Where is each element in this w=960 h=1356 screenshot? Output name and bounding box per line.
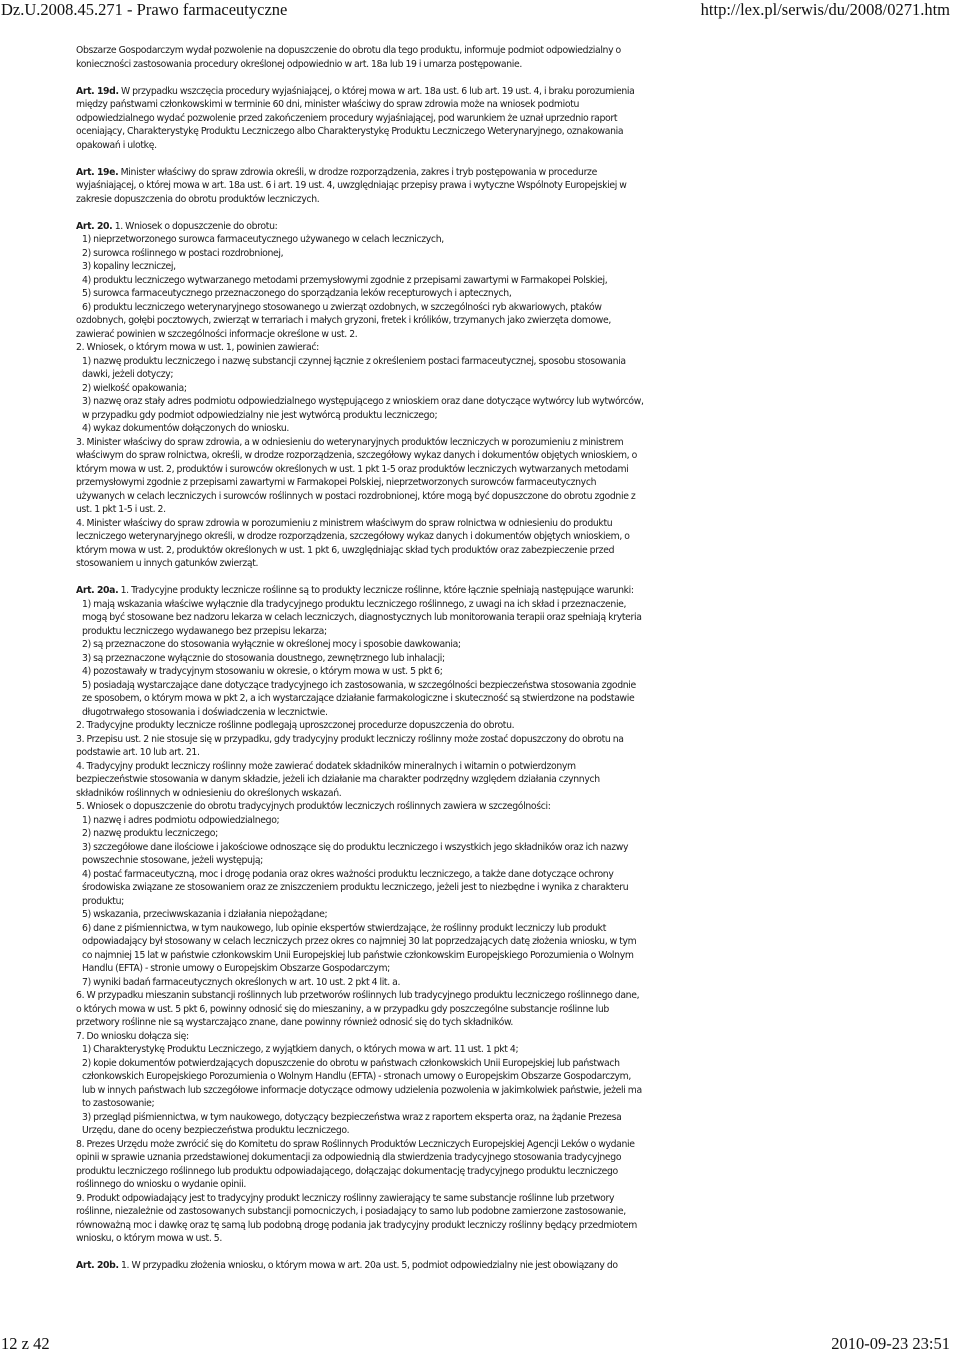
section-text: 8. Prezes Urzędu może zwrócić się do Komitetu do spraw Roślinnych Produktów Leczniczych Europejskiej Agencji Leków o wydanie opinii w sprawie uznania przedstawionej dokumentacji za odpowiednią dla stwierdzenia tradycyjnego stosowania tradycyjnego produktu leczniczego roślinnego lub produktu odpowiadającego, dołączając dokumentację tradycyjnego produktu leczniczego roślinnego do wniosku o wydanie opinii. [76,1138,635,1190]
list-item: 5) surowca farmaceutycznego przeznaczonego do sporządzania leków recepturowych i aptecznych, [82,288,512,299]
article-label: Art. 20. [76,220,113,232]
list-item: 1) Charakterystykę Produktu Leczniczego, z wyjątkiem danych, o których mowa w art. 11 ust. 1 pkt 4; [82,1044,519,1055]
list-continuation: ozdobnych, gołębi pocztowych, zwierząt w terrariach i małych gryzoni, fretek i królików, trzymanych jako zwierzęta domowe, zawierać powinien w szczególności informacje określone w ust. 2. [76,315,612,340]
list-item: 4) postać farmaceutyczną, moc i drogę podania oraz okres ważności produktu leczniczego, a także dane dotyczące ochrony środowiska związane ze stosowaniem oraz ze zniszczeniem produktu leczniczego, jeżeli jest to niezbędne i wynika z charakteru produktu; [82,868,629,907]
list-item: 3) nazwę oraz stały adres podmiotu odpowiedzialnego występującego z wnioskiem oraz dane dotyczące wytwórcy lub wytwórców, w przypadku gdy podmiot odpowiedzialny nie jest wytwórcą produktu leczniczego; [82,396,644,421]
list-item: 2) surowca roślinnego w postaci rozdrobnionej, [82,247,284,259]
list-item: 2) kopie dokumentów potwierdzających dopuszczenie do obrotu w państwach członkowskich Unii Europejskiej lub państwach członkowskich Europejskiego Porozumienia o Wolnym Handlu (EFTA) - stronach umowy o Europejskim Obszarze Gospodarczym, lub w innych państwach lub szczegółowe informacje dotyczące odmowy udzielenia pozwolenia w jakimkolwiek państwie, jeżeli ma to zastosowanie; [82,1057,642,1109]
section-text: 7. Do wniosku dołącza się: [76,1030,189,1042]
list-item: 7) wyniki badań farmaceutycznych określonych w art. 10 ust. 2 pkt 4 lit. a. [82,976,401,988]
list-item: 5) wskazania, przeciwwskazania i działania niepożądane; [82,909,328,920]
list-item: 3) szczegółowe dane ilościowe i jakościowe odnoszące się do produktu leczniczego i wszystkich jego składników oraz ich nazwy powszechnie stosowane, jeżeli występują; [82,841,629,866]
section-text: 5. Wniosek o dopuszczenie do obrotu tradycyjnych produktów leczniczych roślinnych zawiera w szczególności: [76,801,551,812]
article-label: Art. 20a. [76,585,119,596]
list-item: 4) pozostawały w tradycyjnym stosowaniu w okresie, o którym mowa w ust. 5 pkt 6; [82,666,443,677]
article-19d [76,85,646,153]
header-document-title: Dz.U.2008.45.271 - Prawo farmaceutyczne [1,0,288,19]
list-item: 6) dane z piśmiennictwa, w tym naukowego, lub opinie ekspertów stwierdzające, że roślinny produkt leczniczy lub produkt odpowiadający był stosowany w celach leczniczych przez okres co najmniej 30 lat poprzedzających datę złożenia wniosku, w tym co najmniej 15 lat w państwie członkowskim Unii Europejskiej lub państwie członkowskim Europejskiego Porozumienia o Wolnym Handlu (EFTA) - stronie umowy o Europejskim Obszarze Gospodarczym; [82,922,637,974]
article-text: Minister właściwy do spraw zdrowia określi, w drodze rozporządzenia, zakres i tryb postępowania w procedurze wyjaśniającej, o której mowa w art. 18a ust. 6 i art. 19 ust. 4, uwzględniając przepisy prawa i wytyczne Wspólnoty Europejskiej w zakresie dopuszczenia do obrotu produktów leczniczych. [76,166,627,205]
section-text: 1. Tradycyjne produkty lecznicze roślinne są to produkty lecznicze roślinne, które łącznie spełniają następujące warunki: [120,585,634,596]
article-20a-section-1 [76,584,646,598]
section-text: 3. Przepisu ust. 2 nie stosuje się w przypadku, gdy tradycyjny produkt leczniczy roślinny może zostać dopuszczony do obrotu na podstawie art. 10 lub art. 21. [76,733,624,758]
print-footer [0,1332,960,1356]
article-19e [76,166,646,207]
article-label: Art. 19d. [76,85,119,97]
section-text: 4. Minister właściwy do spraw zdrowia w porozumieniu z ministrem właściwym do spraw rolnictwa w odniesieniu do produktu leczniczego weterynaryjnego określi, w drodze rozporządzenia, szczegółowy wykaz danych i dokumentów objętych wnioskiem, o którym mowa w ust. 2, produktów określonych w ust. 1 pkt 6, uwzględniając skład tych produktów oraz zabezpieczenie przed stosowaniem u innych gatunków zwierząt. [76,517,630,569]
article-text: 1. W przypadku złożenia wniosku, o którym mowa w art. 20a ust. 5, podmiot odpowiedzialny nie jest obowiązany do [120,1260,618,1271]
list-item: 1) nazwę i adres podmiotu odpowiedzialnego; [82,814,280,826]
print-header [0,0,960,22]
print-timestamp: 2010-09-23 23:51 [831,1334,950,1353]
document-body [76,44,646,1273]
article-20b [76,1259,646,1273]
list-item: 2) nazwę produktu leczniczego; [82,828,218,839]
list-item: 1) nieprzetworzonego surowca farmaceutycznego używanego w celach leczniczych, [82,234,444,245]
section-text: 2. Tradycyjne produkty lecznicze roślinne podlegają uproszczonej procedurze dopuszczenia do obrotu. [76,720,515,731]
article-label: Art. 19e. [76,166,119,178]
section-text: 9. Produkt odpowiadający jest to tradycyjny produkt leczniczy roślinny zawierający te same substancje roślinne lub przetwory roślinne, niezależnie od zastosowanych substancji pomocniczych, i posiadający to samo lub podobne zamierzone zastosowanie, równoważną moc i dawkę oraz tę samą lub podobną drogę podania jak tradycyjny produkt leczniczy roślinny będący przedmiotem wniosku, o którym mowa w ust. 5. [76,1192,637,1244]
section-text: 4. Tradycyjny produkt leczniczy roślinny może zawierać dodatek składników mineralnych i witamin o potwierdzonym bezpieczeństwie stosowania w danym składzie, jeżeli ich działanie ma charakter podrzędny względem działania czynnych składników roślinnych w odniesieniu do określonych wskazań. [76,760,600,799]
list-item: 5) posiadają wystarczające dane dotyczące tradycyjnego ich zastosowania, w szczególności bezpieczeństwa stosowania zgodnie ze sposobem, o którym mowa w pkt 2, a ich wystarczające działanie farmakologiczne i skuteczność są stwierdzone na podstawie długotrwałego stosowania i doświadczenia w lecznictwie. [82,679,636,718]
list-item: 2) wielkość opakowania; [82,382,187,394]
list-item: 3) przegląd piśmiennictwa, w tym naukowego, dotyczący bezpieczeństwa wraz z raportem eksperta oraz, na żądanie Prezesa Urzędu, dane do oceny bezpieczeństwa produktu leczniczego. [82,1111,622,1136]
list-item: 1) nazwę produktu leczniczego i nazwę substancji czynnej łącznie z określeniem postaci farmaceutycznej, sposobu stosowania dawki, jeżeli dotyczy; [82,355,626,380]
list-item: 4) wykaz dokumentów dołączonych do wniosku. [82,423,290,434]
section-text: 2. Wniosek, o którym mowa w ust. 1, powinien zawierać: [76,342,319,353]
article-20-section-1 [76,220,646,234]
paragraph-intro: Obszarze Gospodarczym wydał pozwolenie na dopuszczenie do obrotu dla tego produktu, informuje podmiot odpowiedzialny o konieczności zastosowania procedury określonej odpowiednio w art. 18a lub 19 i umarza postępowanie. [76,45,621,70]
list-item: 3) kopaliny leczniczej, [82,261,176,272]
list-item: 1) mają wskazania właściwe wyłącznie dla tradycyjnego produktu leczniczego roślinnego, z uwagi na ich skład i przeznaczenie, mogą być stosowane bez nadzoru lekarza w celach leczniczych, diagnostycznych lub monitorowania terapii oraz spełniają kryteria produktu leczniczego wydawanego bez przepisu lekarza; [82,598,642,637]
header-url: http://lex.pl/serwis/du/2008/0271.htm [700,0,950,19]
article-text: W przypadku wszczęcia procedury wyjaśniającej, o której mowa w art. 18a ust. 6 lub art. 19 ust. 4, i braku porozumienia między państwami członkowskimi w terminie 60 dni, minister właściwy do spraw zdrowia może na wniosek podmiotu odpowiedzialnego wydać pozwolenie przed zakończeniem procedury wyjaśniającej, pod warunkiem że uznał uprzednio raport oceniający, Charakterystykę Produktu Leczniczego albo Charakterystykę Produktu Leczniczego Weterynaryjnego, oznakowania opakowań i ulotkę. [76,85,635,151]
list-item: 2) są przeznaczone do stosowania wyłącznie w określonej mocy i sposobie dawkowania; [82,639,461,650]
section-text: 3. Minister właściwy do spraw zdrowia, a w odniesieniu do weterynaryjnych produktów leczniczych w porozumieniu z ministrem właściwym do spraw rolnictwa, określi, w drodze rozporządzenia, szczegółowy wykaz danych i dokumentów objętych wnioskiem, o którym mowa w ust. 2, produktów i surowców określonych w ust. 1 pkt 1-5 oraz produktów leczniczych wytwarzanych metodami przemysłowymi zgodnie z przepisami zawartymi w Farmakopei Polskiej, nieprzetworzonych surowców farmaceutycznych używanych w celach leczniczych i surowców roślinnych w postaci rozdrobnionej, które mogą być dopuszczone do obrotu zgodnie z ust. 1 pkt 1-5 i ust. 2. [76,436,637,515]
section-text: 1. Wniosek o dopuszczenie do obrotu: [114,220,278,232]
list-item: 4) produktu leczniczego wytwarzanego metodami przemysłowymi zgodnie z przepisami zawartymi w Farmakopei Polskiej, [82,274,608,286]
list-item: 3) są przeznaczone wyłącznie do stosowania doustnego, zewnętrznego lub inhalacji; [82,652,445,664]
list-item: 6) produktu leczniczego weterynaryjnego stosowanego u zwierząt ozdobnych, w szczególności ryb akwariowych, ptaków [82,301,602,313]
article-label: Art. 20b. [76,1260,119,1271]
page-number: 12 z 42 [1,1334,50,1353]
section-text: 6. W przypadku mieszanin substancji roślinnych lub przetworów roślinnych lub tradycyjnego produktu leczniczego roślinnego dane, o których mowa w ust. 5 pkt 6, powinny odnosić się do mieszaniny, a w przypadku gdy poszczególne substancje roślinne lub przetwory roślinne nie są wystarczająco znane, dane powinny również odnosić się do tych składników. [76,990,640,1028]
